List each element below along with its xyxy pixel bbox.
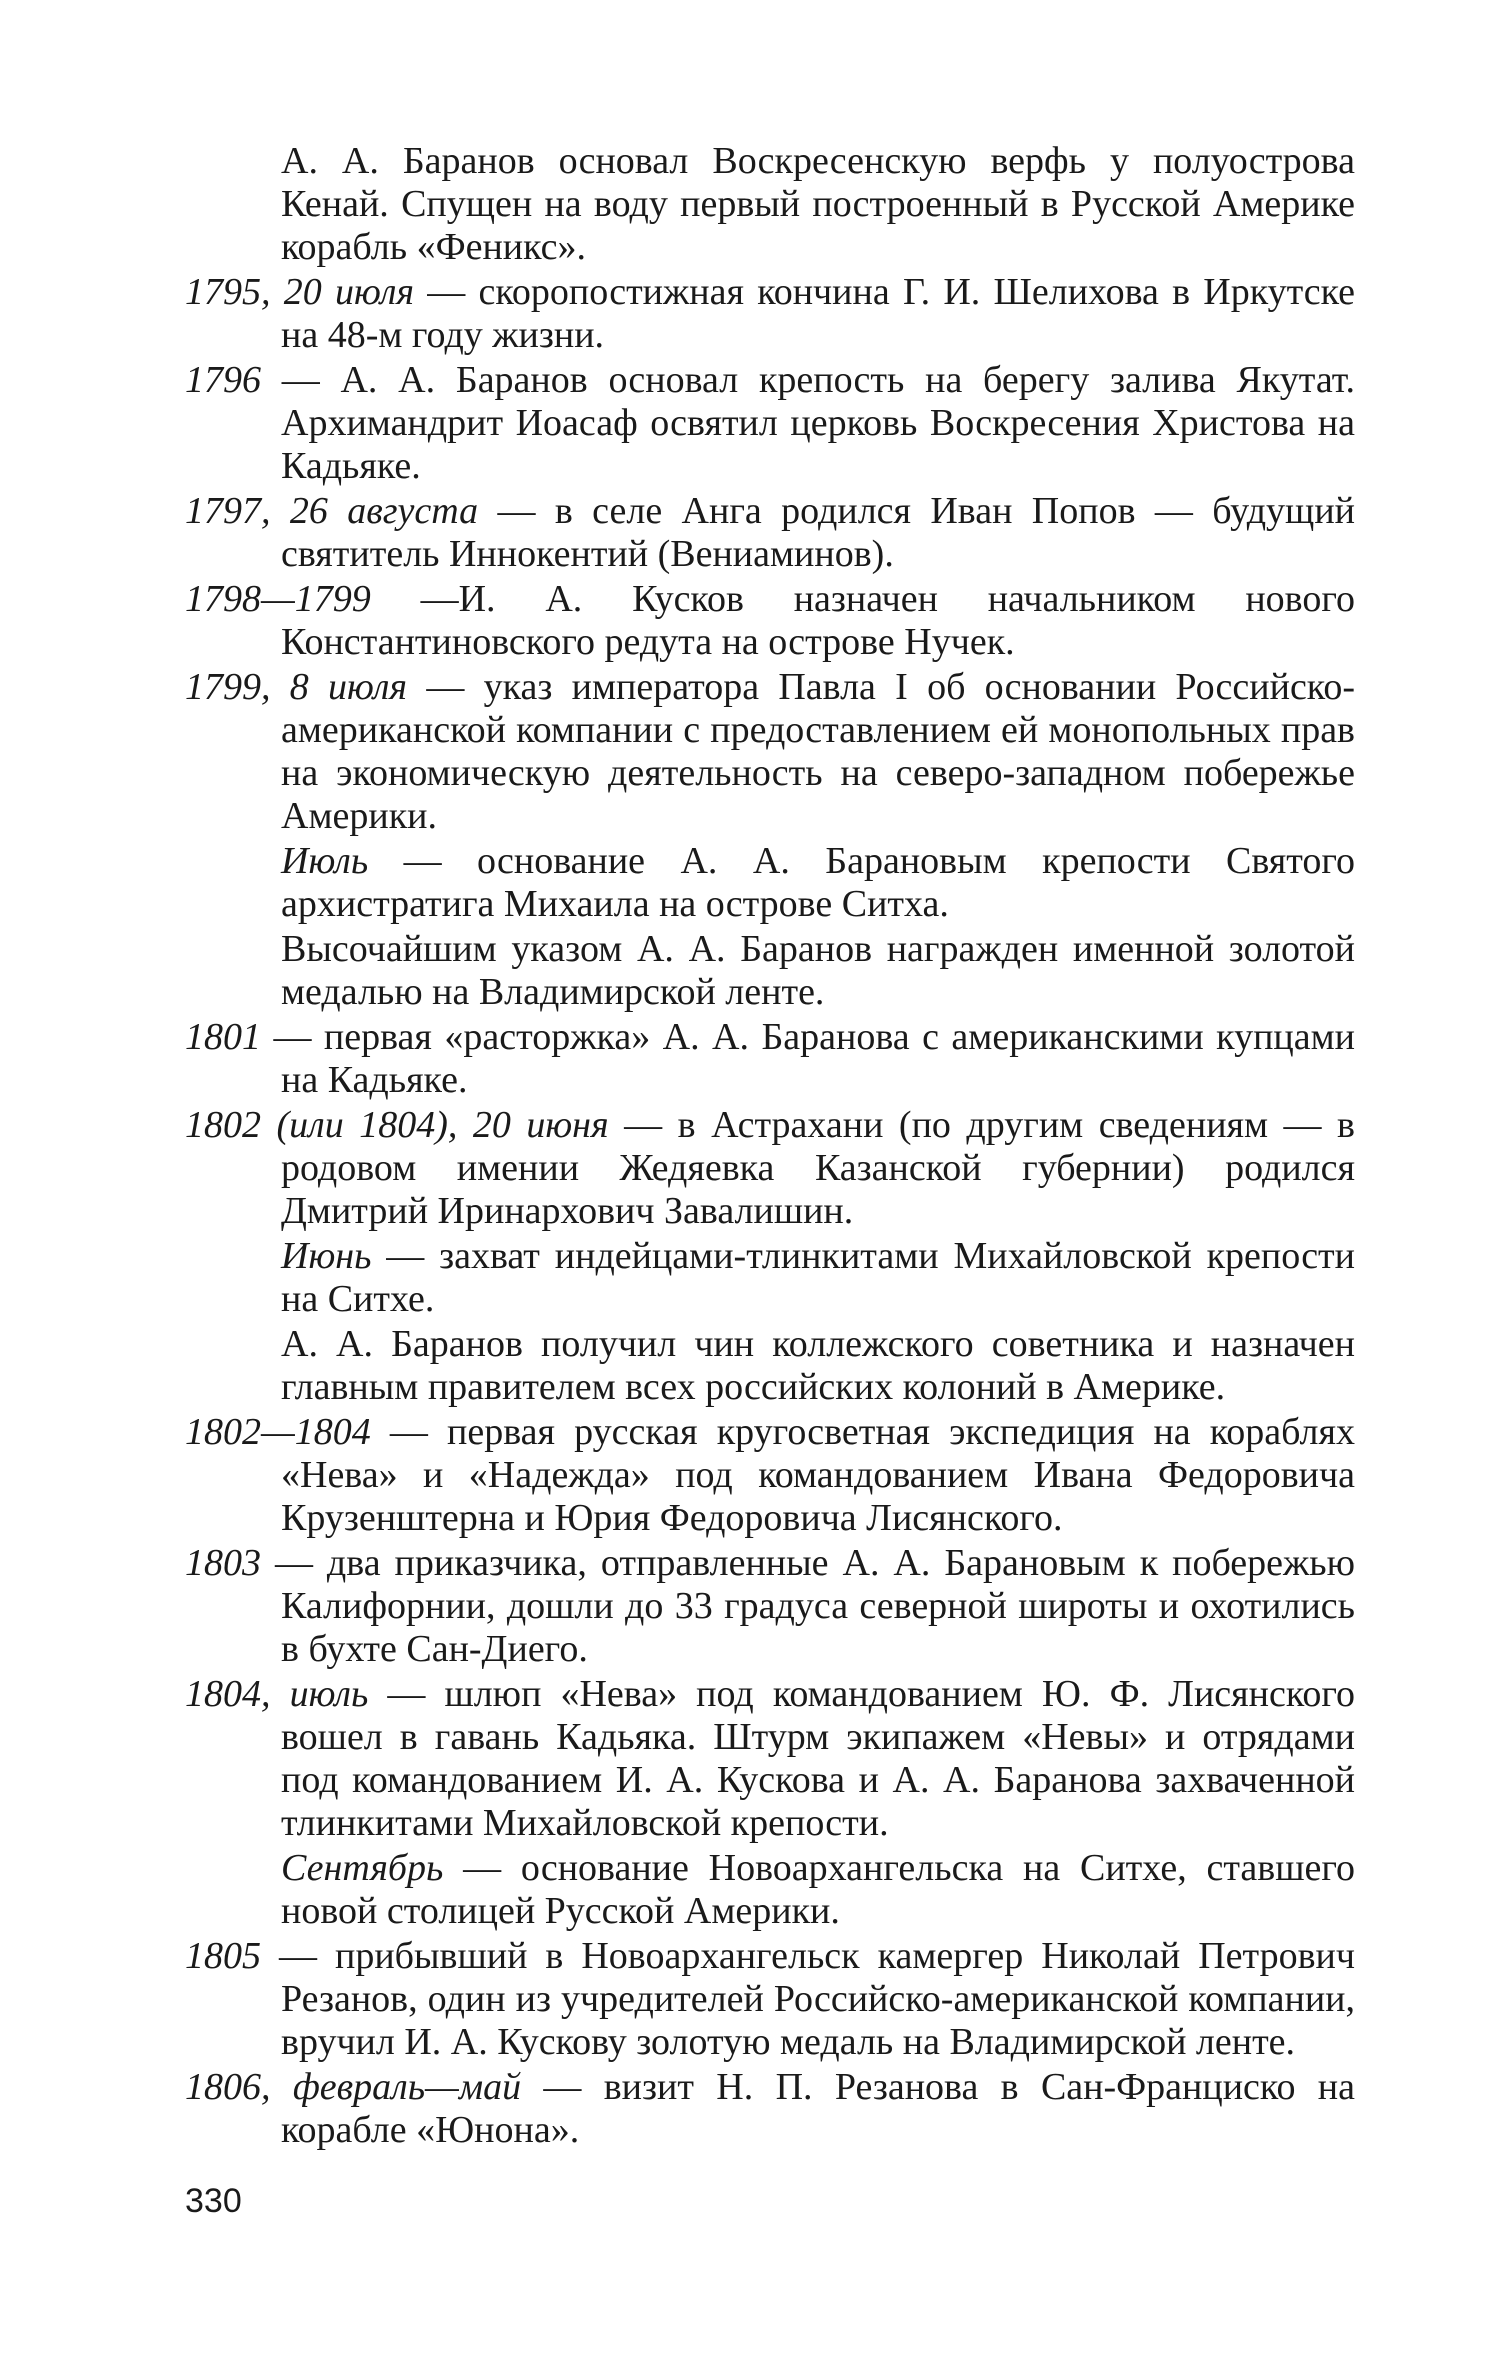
entry-date: 1802—1804: [185, 1411, 371, 1453]
entry-text: — первая «расторжка» А. А. Баранова с американскими купцами на Кадьяке.: [261, 1016, 1355, 1101]
page-number: 330: [185, 2182, 242, 2220]
chronology-entry: [185, 1235, 1355, 1321]
chronology-entry: [185, 2066, 1355, 2152]
entry-date: 1802 (или 1804), 20 июня: [185, 1104, 609, 1146]
entry-date: 1801: [185, 1016, 261, 1058]
entry-date: 1803: [185, 1542, 261, 1584]
entry-text: — в Астрахани (по другим сведениям — в родовом имении Жедяевка Казанской губернии) родился Дмитрий Иринархович Завалишин.: [281, 1104, 1355, 1232]
chronology-entry: [185, 578, 1355, 664]
entry-date: 1799, 8 июля: [185, 666, 408, 708]
entry-text: — основание Новоархангельска на Ситхе, ставшего новой столицей Русской Америки.: [281, 1847, 1355, 1932]
entry-date: Сентябрь: [281, 1847, 444, 1889]
entry-date: 1795, 20 июля: [185, 271, 415, 313]
entry-text: — в селе Анга родился Иван Попов — будущий святитель Иннокентий (Вениаминов).: [281, 490, 1355, 575]
entry-text: — захват индейцами-тлинкитами Михайловской крепости на Ситхе.: [281, 1235, 1355, 1320]
entry-text: — два приказчика, отправленные А. А. Барановым к побережью Калифорнии, дошли до 33 градуса северной широты и охотились в бухте Сан-Диего.: [261, 1542, 1355, 1670]
chronology-entry: [185, 1673, 1355, 1845]
entry-text: — скоропостижная кончина Г. И. Шелихова в Иркутске на 48-м году жизни.: [281, 271, 1355, 356]
chronology-entry: [185, 1847, 1355, 1933]
chronology-entry: [185, 1016, 1355, 1102]
entry-date: 1796: [185, 359, 261, 401]
chronology-entry: [185, 1411, 1355, 1540]
entry-date: 1805: [185, 1935, 261, 1977]
entry-text: — основание А. А. Барановым крепости Святого архистратига Михаила на острове Ситха.: [281, 840, 1355, 925]
chronology-entry: [185, 140, 1355, 269]
entry-date: Июнь: [281, 1235, 372, 1277]
chronology-entry: [185, 1323, 1355, 1409]
chronology-entry: [185, 928, 1355, 1014]
chronology-entry: [185, 1935, 1355, 2064]
entry-text: А. А. Баранов основал Воскресенскую верфь у полуострова Кенай. Спущен на воду первый построенный в Русской Америке корабль «Феникс».: [281, 140, 1355, 268]
entry-text: Высочайшим указом А. А. Баранов награжден именной золотой медалью на Владимирской ленте.: [281, 928, 1355, 1013]
chronology-entry: [185, 666, 1355, 838]
chronology-entry: [185, 1542, 1355, 1671]
entry-date: 1798—1799: [185, 578, 371, 620]
chronology-entry: [185, 840, 1355, 926]
entry-text: — шлюп «Нева» под командованием Ю. Ф. Лисянского вошел в гавань Кадьяка. Штурм экипажем «Невы» и отрядами под командованием И. А. Кускова и А. А. Баранова захваченной тлинкитами Михайловской крепости.: [281, 1673, 1355, 1844]
entry-text: А. А. Баранов получил чин коллежского советника и назначен главным правителем всех российских колоний в Америке.: [281, 1323, 1355, 1408]
chronology-text: [185, 140, 1355, 2154]
entry-text: — первая русская кругосветная экспедиция на кораблях «Нева» и «Надежда» под командованием Ивана Федоровича Крузенштерна и Юрия Федоровича Лисянского.: [281, 1411, 1355, 1539]
entry-text: — прибывший в Новоархангельск камергер Николай Петрович Резанов, один из учредителей Российско-американской компании, вручил И. А. Кускову золотую медаль на Владимирской ленте.: [261, 1935, 1355, 2063]
chronology-entry: [185, 271, 1355, 357]
chronology-entry: [185, 359, 1355, 488]
entry-text: — указ императора Павла I об основании Российско-американской компании с предоставлением ей монопольных прав на экономическую деятельность на северо-западном побережье Америки.: [281, 666, 1355, 837]
entry-date: 1804, июль: [185, 1673, 369, 1715]
entry-text: — А. А. Баранов основал крепость на берегу залива Якутат. Архимандрит Иоасаф освятил церковь Воскресения Христова на Кадьяке.: [261, 359, 1355, 487]
entry-date: 1797, 26 августа: [185, 490, 479, 532]
entry-text: — визит Н. П. Резанова в Сан-Франциско на корабле «Юнона».: [281, 2066, 1355, 2151]
chronology-entry: [185, 490, 1355, 576]
entry-date: 1806, февраль—май: [185, 2066, 522, 2108]
chronology-entry: [185, 1104, 1355, 1233]
entry-text: —И. А. Кусков назначен начальником нового Константиновского редута на острове Нучек.: [281, 578, 1355, 663]
entry-date: Июль: [281, 840, 369, 882]
